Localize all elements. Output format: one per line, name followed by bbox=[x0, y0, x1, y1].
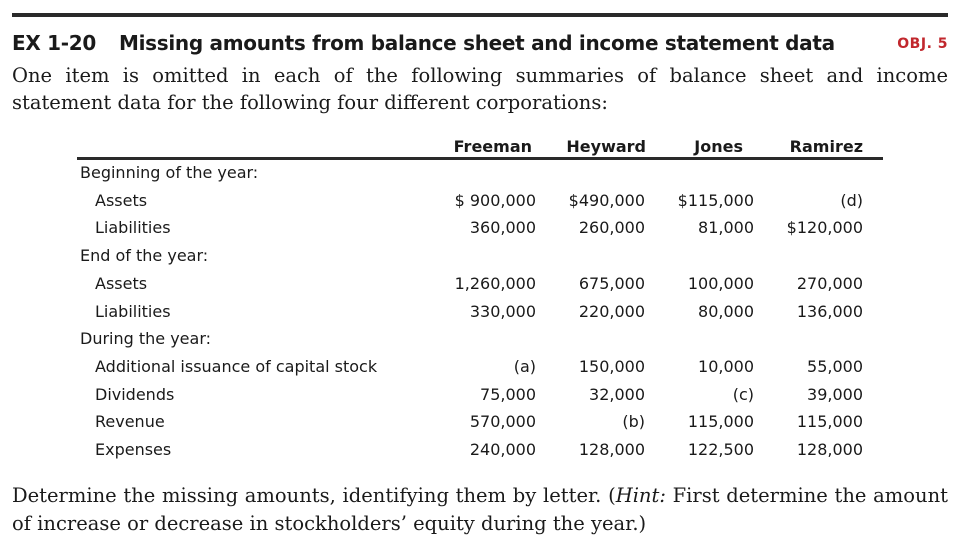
table-row bbox=[77, 302, 883, 329]
section-label: Beginning of the year: bbox=[80, 163, 259, 182]
cell-jones: 115,000 bbox=[687, 412, 754, 432]
cell-ramirez: (d) bbox=[840, 190, 863, 210]
section-label: During the year: bbox=[80, 329, 212, 349]
cell-jones: 80,000 bbox=[698, 301, 754, 321]
cell-ramirez: 115,000 bbox=[796, 412, 863, 432]
header-rule bbox=[77, 157, 883, 160]
instructions-text: Determine the missing amounts, identifying them by letter. ( bbox=[12, 484, 616, 507]
exercise-title: Missing amounts from balance sheet and income statement data bbox=[119, 31, 835, 55]
section-header-row bbox=[77, 246, 883, 273]
column-header-heyward: Heyward bbox=[566, 137, 646, 156]
section-header-row bbox=[77, 163, 883, 190]
cell-heyward: $490,000 bbox=[568, 190, 645, 210]
table-row bbox=[77, 191, 883, 218]
cell-jones: 122,500 bbox=[687, 440, 754, 459]
cell-freeman: 360,000 bbox=[469, 218, 536, 238]
cell-ramirez: 136,000 bbox=[796, 301, 863, 321]
section-header-row bbox=[77, 329, 883, 356]
cell-jones: $115,000 bbox=[677, 190, 754, 210]
cell-heyward: 150,000 bbox=[578, 356, 645, 376]
cell-freeman: (a) bbox=[513, 356, 536, 376]
cell-jones: 100,000 bbox=[687, 273, 754, 293]
row-label: Revenue bbox=[95, 412, 165, 432]
cell-heyward: 128,000 bbox=[578, 440, 645, 459]
row-label: Assets bbox=[95, 273, 148, 293]
cell-freeman: 240,000 bbox=[469, 440, 536, 459]
row-label: Expenses bbox=[95, 440, 172, 459]
table-row bbox=[77, 412, 883, 439]
hint-text: First determine the amount of increase or decrease in stockholders’ equity during the year.) bbox=[12, 484, 948, 535]
cell-jones: 10,000 bbox=[698, 356, 754, 376]
cell-freeman: 1,260,000 bbox=[454, 273, 536, 293]
row-label: Dividends bbox=[95, 384, 175, 404]
row-label: Additional issuance of capital stock bbox=[95, 356, 378, 376]
hint-label: Hint: bbox=[615, 484, 666, 507]
table-row bbox=[77, 357, 883, 384]
cell-freeman: 75,000 bbox=[480, 384, 536, 404]
cell-jones: (c) bbox=[732, 384, 754, 404]
table-row bbox=[77, 274, 883, 301]
column-header-freeman: Freeman bbox=[453, 137, 532, 156]
top-rule bbox=[12, 13, 948, 17]
row-label: Liabilities bbox=[95, 218, 171, 238]
table-row bbox=[77, 440, 883, 467]
cell-freeman: $ 900,000 bbox=[454, 190, 536, 210]
section-label: End of the year: bbox=[80, 246, 209, 266]
cell-heyward: 675,000 bbox=[578, 273, 645, 293]
cell-heyward: (b) bbox=[622, 412, 645, 432]
table-row bbox=[77, 385, 883, 412]
cell-ramirez: $120,000 bbox=[786, 218, 863, 238]
cell-ramirez: 270,000 bbox=[796, 273, 863, 293]
table-row bbox=[77, 218, 883, 245]
exercise-header bbox=[12, 31, 948, 59]
intro-paragraph: One item is omitted in each of the following summaries of balance sheet and income statement data for the following four different corporations: bbox=[12, 64, 948, 114]
cell-ramirez: 39,000 bbox=[807, 384, 863, 404]
instructions-paragraph bbox=[12, 482, 948, 538]
cell-ramirez: 55,000 bbox=[807, 356, 863, 376]
cell-ramirez: 128,000 bbox=[796, 440, 863, 459]
cell-jones: 81,000 bbox=[698, 218, 754, 238]
objective-badge: OBJ. 5 bbox=[897, 36, 948, 52]
exercise-number: EX 1-20 bbox=[12, 31, 96, 55]
row-label: Assets bbox=[95, 190, 148, 210]
column-header-ramirez: Ramirez bbox=[789, 137, 863, 156]
cell-heyward: 32,000 bbox=[589, 384, 645, 404]
row-label: Liabilities bbox=[95, 301, 171, 321]
cell-heyward: 260,000 bbox=[578, 218, 645, 238]
column-header-jones: Jones bbox=[694, 137, 743, 156]
cell-freeman: 570,000 bbox=[469, 412, 536, 432]
cell-freeman: 330,000 bbox=[469, 301, 536, 321]
cell-heyward: 220,000 bbox=[578, 301, 645, 321]
